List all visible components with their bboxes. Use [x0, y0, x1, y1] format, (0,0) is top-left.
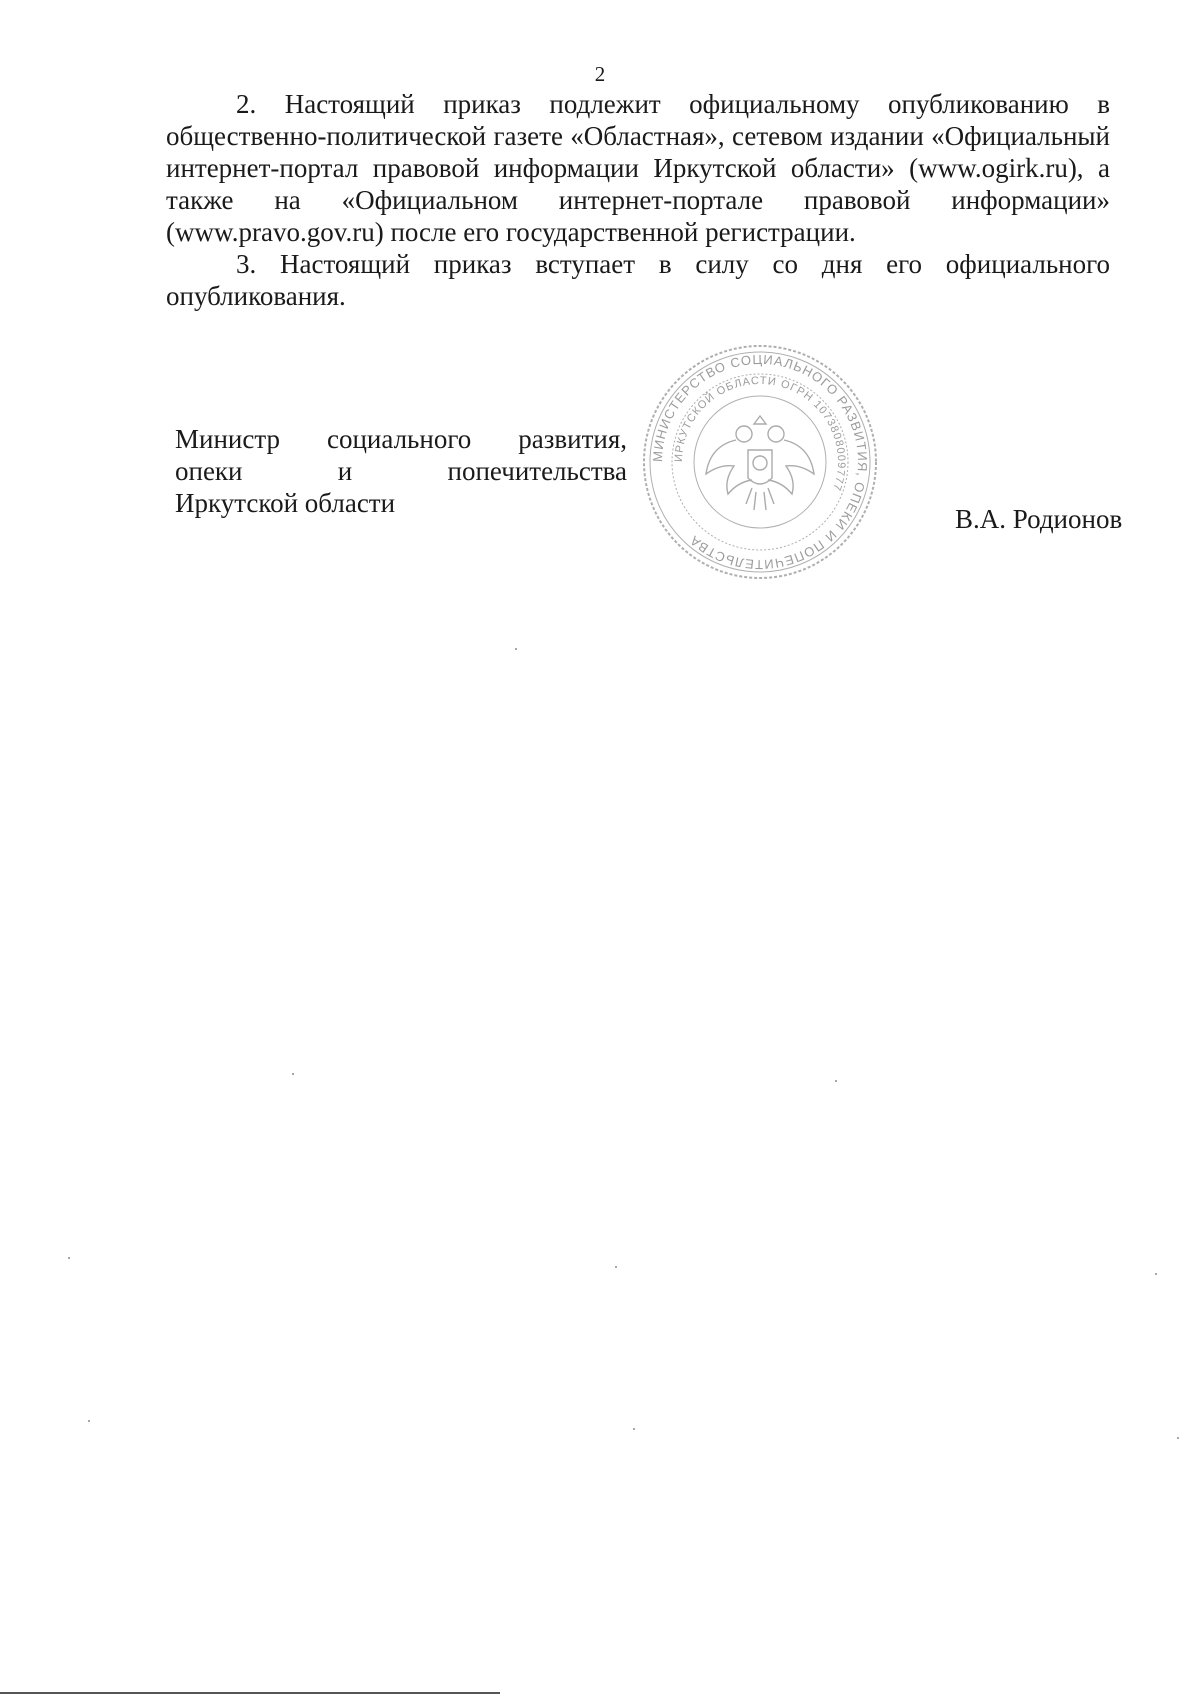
coat-of-arms-emblem: [706, 416, 814, 510]
scan-speck: [615, 1266, 617, 1268]
scan-speck: [835, 1080, 837, 1082]
document-body: [166, 88, 1110, 312]
scan-speck: [88, 1420, 90, 1422]
scan-speck: [633, 1428, 635, 1430]
scan-speck: [1155, 1273, 1157, 1275]
signatory-position-line: опеки и попечительства: [175, 456, 627, 486]
seal-inner-text: ИРКУТСКОЙ ОБЛАСТИ ОГРН 1073808009777: [672, 374, 848, 493]
signatory-position: [175, 423, 627, 519]
svg-text:ИРКУТСКОЙ ОБЛАСТИ ОГРН 1073808: [673, 375, 847, 493]
paragraph-2: 2. Настоящий приказ подлежит официальному опубликованию в общественно-политической газете «Областная», сетевом издании «Официальный интернет-портал правовой информации Иркутской области» (www.ogirk.ru), а также на «Официальном интернет-портале правовой информации» (www.pravo.gov.ru) после его государственной регистрации.: [166, 89, 1110, 247]
signatory-name: В.А. Родионов: [955, 504, 1123, 534]
scan-speck: [292, 1073, 294, 1075]
page-number: 2: [594, 62, 606, 86]
signatory-position-line: Министр социального развития,: [175, 424, 627, 454]
scan-speck: [1177, 1437, 1179, 1439]
official-seal-stamp: [640, 342, 880, 582]
signatory-position-line: Иркутской области: [175, 488, 396, 518]
paragraph-3: 3. Настоящий приказ вступает в силу со дня его официального опубликования.: [166, 249, 1110, 311]
scan-speck: [515, 648, 517, 650]
page-bottom-rule: [0, 1692, 500, 1694]
scan-speck: [68, 1257, 70, 1259]
seal-outer-text: МИНИСТЕРСТВО СОЦИАЛЬНОГО РАЗВИТИЯ, ОПЕКИ И ПОПЕЧИТЕЛЬСТВА: [649, 351, 871, 573]
